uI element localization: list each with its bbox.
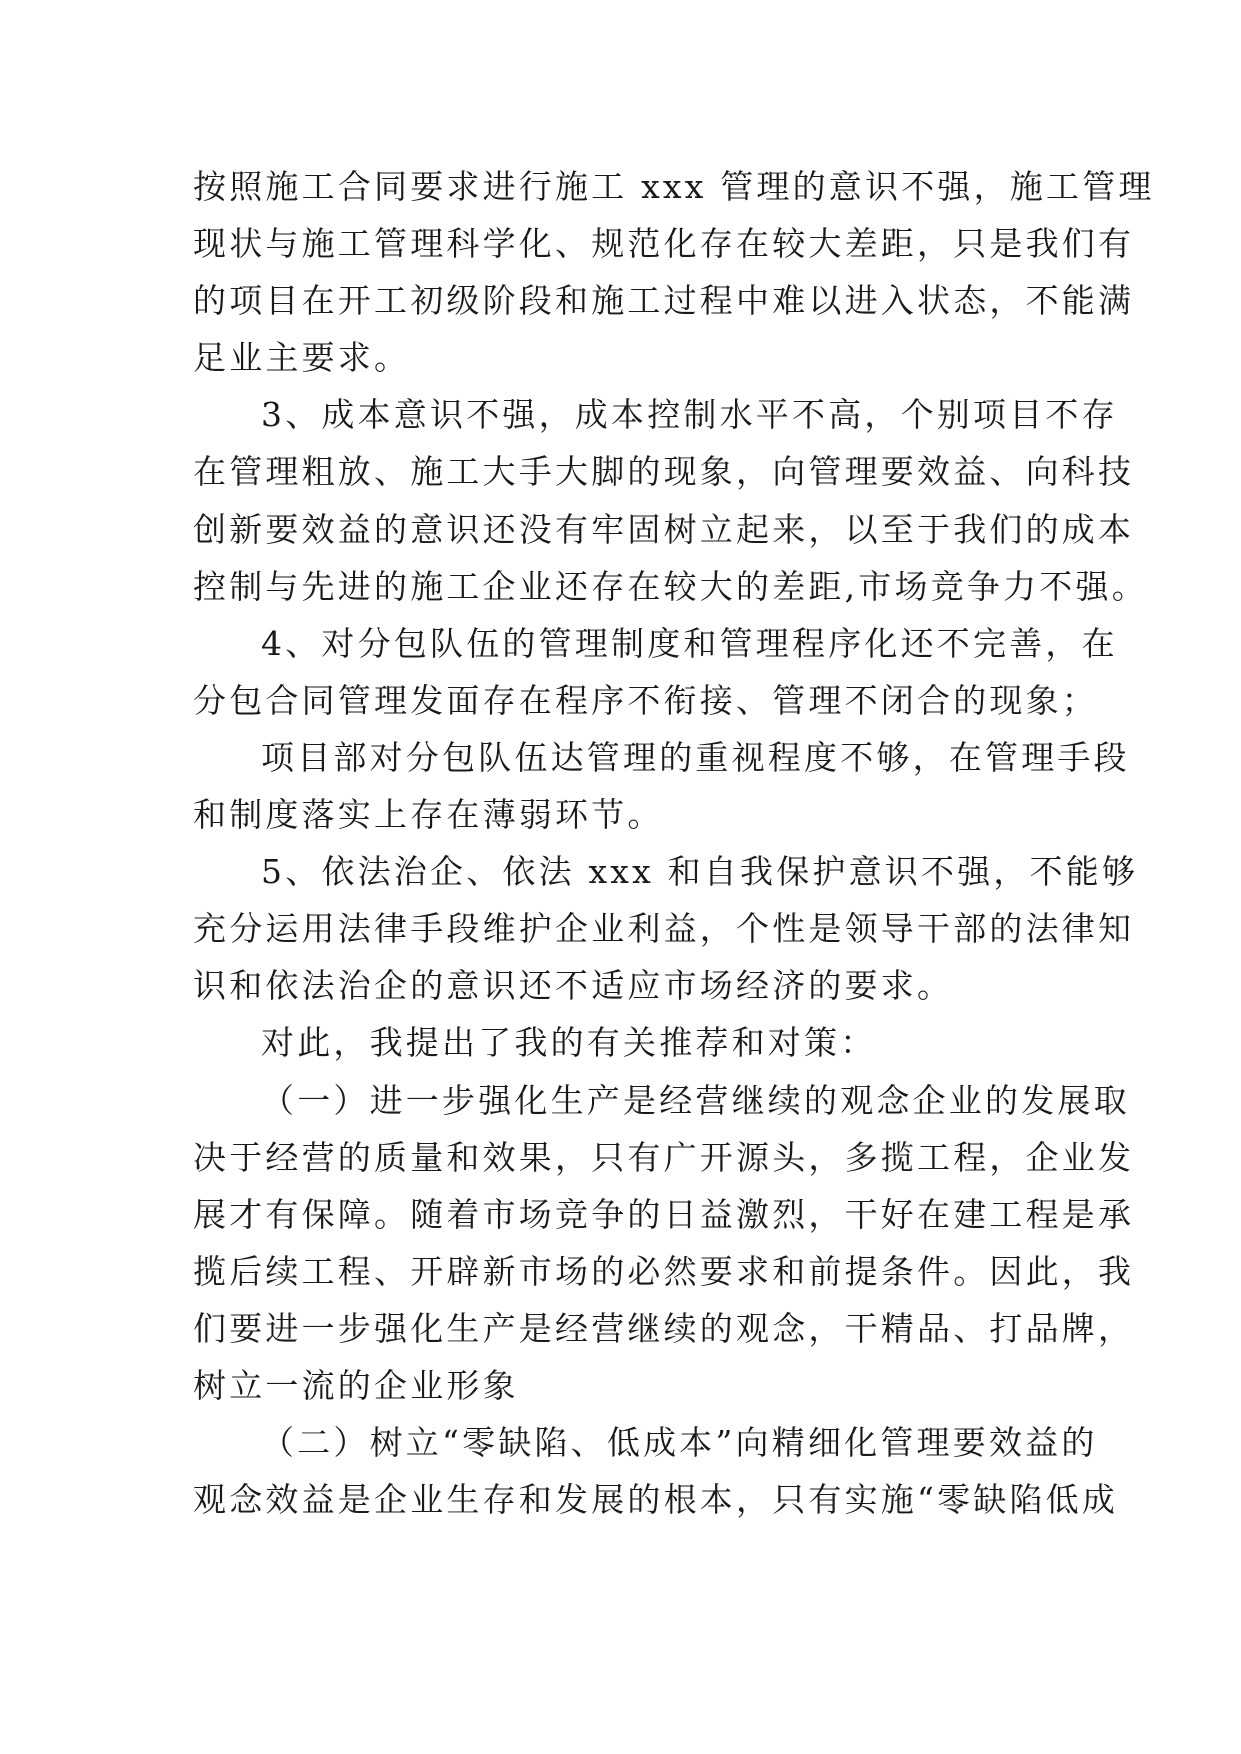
text-line: 对此，我提出了我的有关推荐和对策：: [261, 1023, 877, 1063]
document-body: [193, 158, 1155, 1528]
text-line: 树立一流的企业形象: [193, 1365, 519, 1405]
text-line: 3、成本意识不强，成本控制水平不高，个别项目不存: [261, 395, 1118, 435]
text-line: 充分运用法律手段维护企业利益，个性是领导干部的法律知: [193, 909, 1135, 949]
text-line: 揽后续工程、开辟新市场的必然要求和前提条件。因此，我: [193, 1251, 1135, 1291]
text-line: 决于经营的质量和效果，只有广开源头，多揽工程，企业发: [193, 1137, 1135, 1177]
text-line: （二）树立“零缺陷、低成本”向精细化管理要效益的: [261, 1423, 1098, 1463]
text-line: 在管理粗放、施工大手大脚的现象，向管理要效益、向科技: [193, 452, 1135, 492]
text-line: 5、依法治企、依法 xxx 和自我保护意识不强，不能够: [261, 852, 1139, 892]
text-line: 现状与施工管理科学化、规范化存在较大差距，只是我们有: [193, 224, 1135, 264]
text-line: 展才有保障。随着市场竞争的日益激烈，干好在建工程是承: [193, 1194, 1135, 1234]
text-line: 按照施工合同要求进行施工 xxx 管理的意识不强，施工管理: [193, 167, 1155, 206]
text-line: 识和依法治企的意识还不适应市场经济的要求。: [193, 966, 954, 1006]
text-line: 观念效益是企业生存和发展的根本，只有实施“零缺陷低成: [193, 1480, 1119, 1520]
text-line: （一）进一步强化生产是经营继续的观念企业的发展取: [261, 1080, 1130, 1120]
text-line: 和制度落实上存在薄弱环节。: [193, 795, 664, 835]
text-line: 分包合同管理发面存在程序不衔接、管理不闭合的现象；: [193, 680, 1098, 720]
text-line: 创新要效益的意识还没有牢固树立起来，以至于我们的成本: [193, 509, 1135, 549]
text-line: 们要进一步强化生产是经营继续的观念，干精品、打品牌，: [193, 1308, 1135, 1348]
text-line: 的项目在开工初级阶段和施工过程中难以进入状态，不能满: [193, 281, 1135, 321]
text-line: 足业主要求。: [193, 338, 411, 378]
text-line: 控制与先进的施工企业还存在较大的差距,市场竞争力不强。: [193, 566, 1148, 606]
text-line: 4、对分包队伍的管理制度和管理程序化还不完善，在: [261, 623, 1118, 663]
text-line: 项目部对分包队伍达管理的重视程度不够，在管理手段: [261, 737, 1130, 777]
